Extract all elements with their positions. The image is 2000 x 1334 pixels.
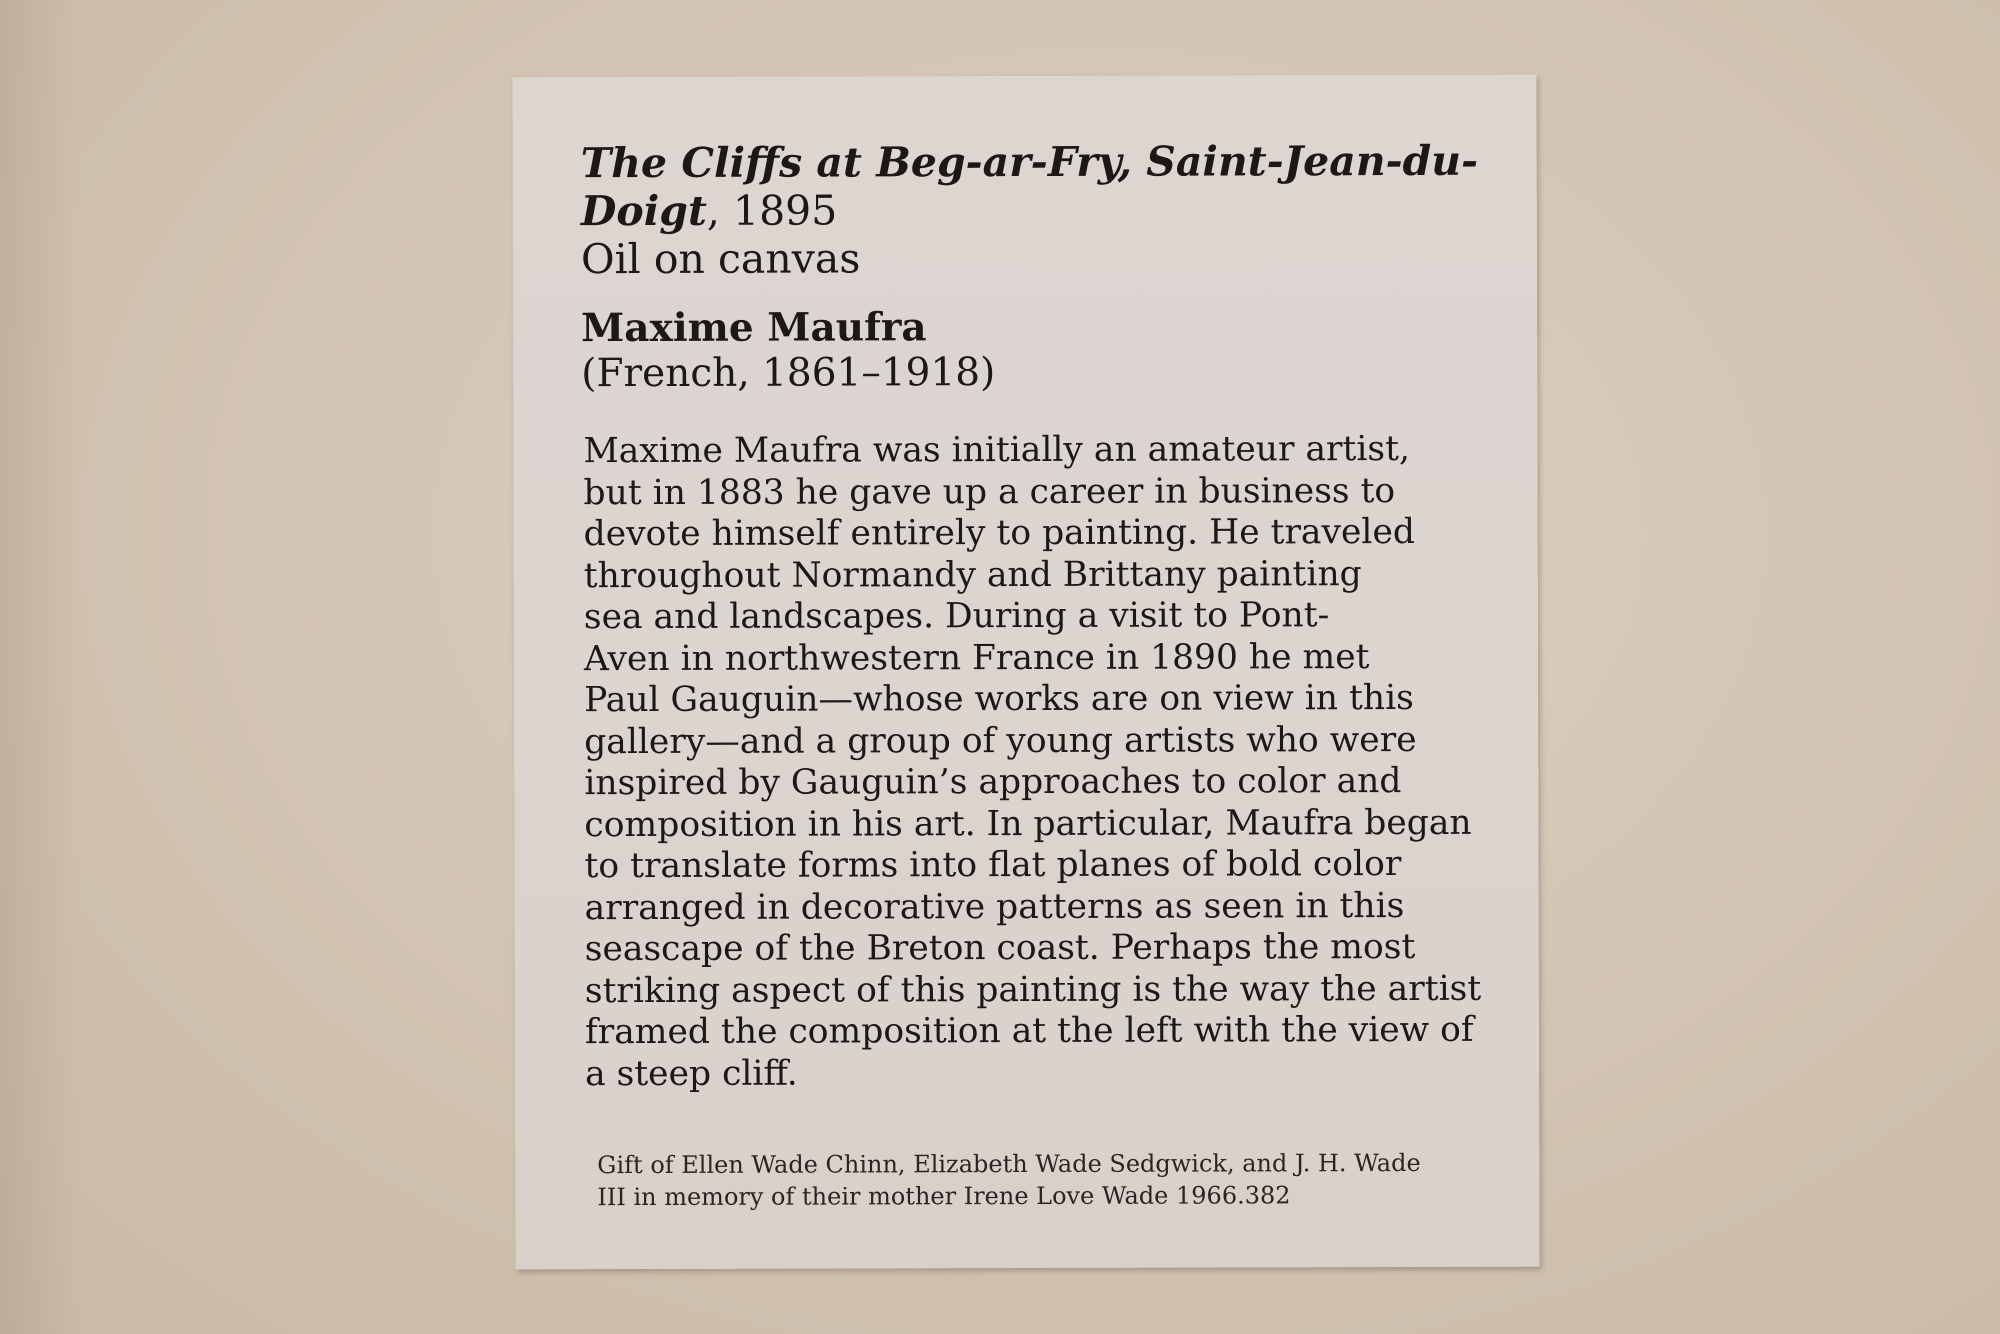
description-line: but in 1883 he gave up a career in business to [583, 470, 1396, 513]
description-line: throughout Normandy and Brittany painting [583, 553, 1362, 596]
museum-wall-label [512, 75, 1539, 1270]
credit-line [597, 1147, 1497, 1213]
artist-name: Maxime Maufra [581, 304, 927, 352]
description-line: to translate forms into flat planes of bold color [584, 844, 1402, 887]
wall-shadow [0, 0, 80, 1334]
label-content [581, 137, 1483, 1095]
description-line: Maxime Maufra was initially an amateur artist, [583, 428, 1410, 472]
description-line: seascape of the Breton coast. Perhaps the most [584, 926, 1416, 970]
description-line: Paul Gauguin—whose works are on view in this [584, 677, 1414, 721]
artwork-medium: Oil on canvas [580, 234, 861, 284]
credit-line-text: Gift of Ellen Wade Chinn, Elizabeth Wade Sedgwick, and J. H. Wade [597, 1148, 1421, 1180]
description-line: striking aspect of this painting is the way the artist [584, 968, 1482, 1011]
description-line: composition in his art. In particular, Maufra began [584, 802, 1472, 845]
artwork-year: , 1895 [706, 186, 838, 235]
description-line: devote himself entirely to painting. He traveled [583, 511, 1415, 555]
artwork-title-line1: The Cliffs at Beg-ar-Fry, Saint-Jean-du- [580, 136, 1479, 188]
description-line: a steep cliff. [584, 1053, 798, 1094]
artwork-title-line2: Doigt [580, 186, 707, 236]
description-line: gallery—and a group of young artists who were [584, 719, 1417, 762]
artwork-description [583, 428, 1482, 1095]
description-line: sea and landscapes. During a visit to Pont- [583, 595, 1330, 638]
artist-nationality: (French, 1861–1918) [581, 350, 996, 397]
description-line: framed the composition at the left with the view of [584, 1009, 1474, 1053]
description-line: Aven in northwestern France in 1890 he met [583, 636, 1370, 679]
artwork-title [581, 137, 1481, 235]
credit-line-text: III in memory of their mother Irene Love Wade 1966.382 [597, 1181, 1291, 1212]
description-line: inspired by Gauguin’s approaches to color and [584, 761, 1402, 804]
description-line: arranged in decorative patterns as seen in this [584, 885, 1405, 928]
